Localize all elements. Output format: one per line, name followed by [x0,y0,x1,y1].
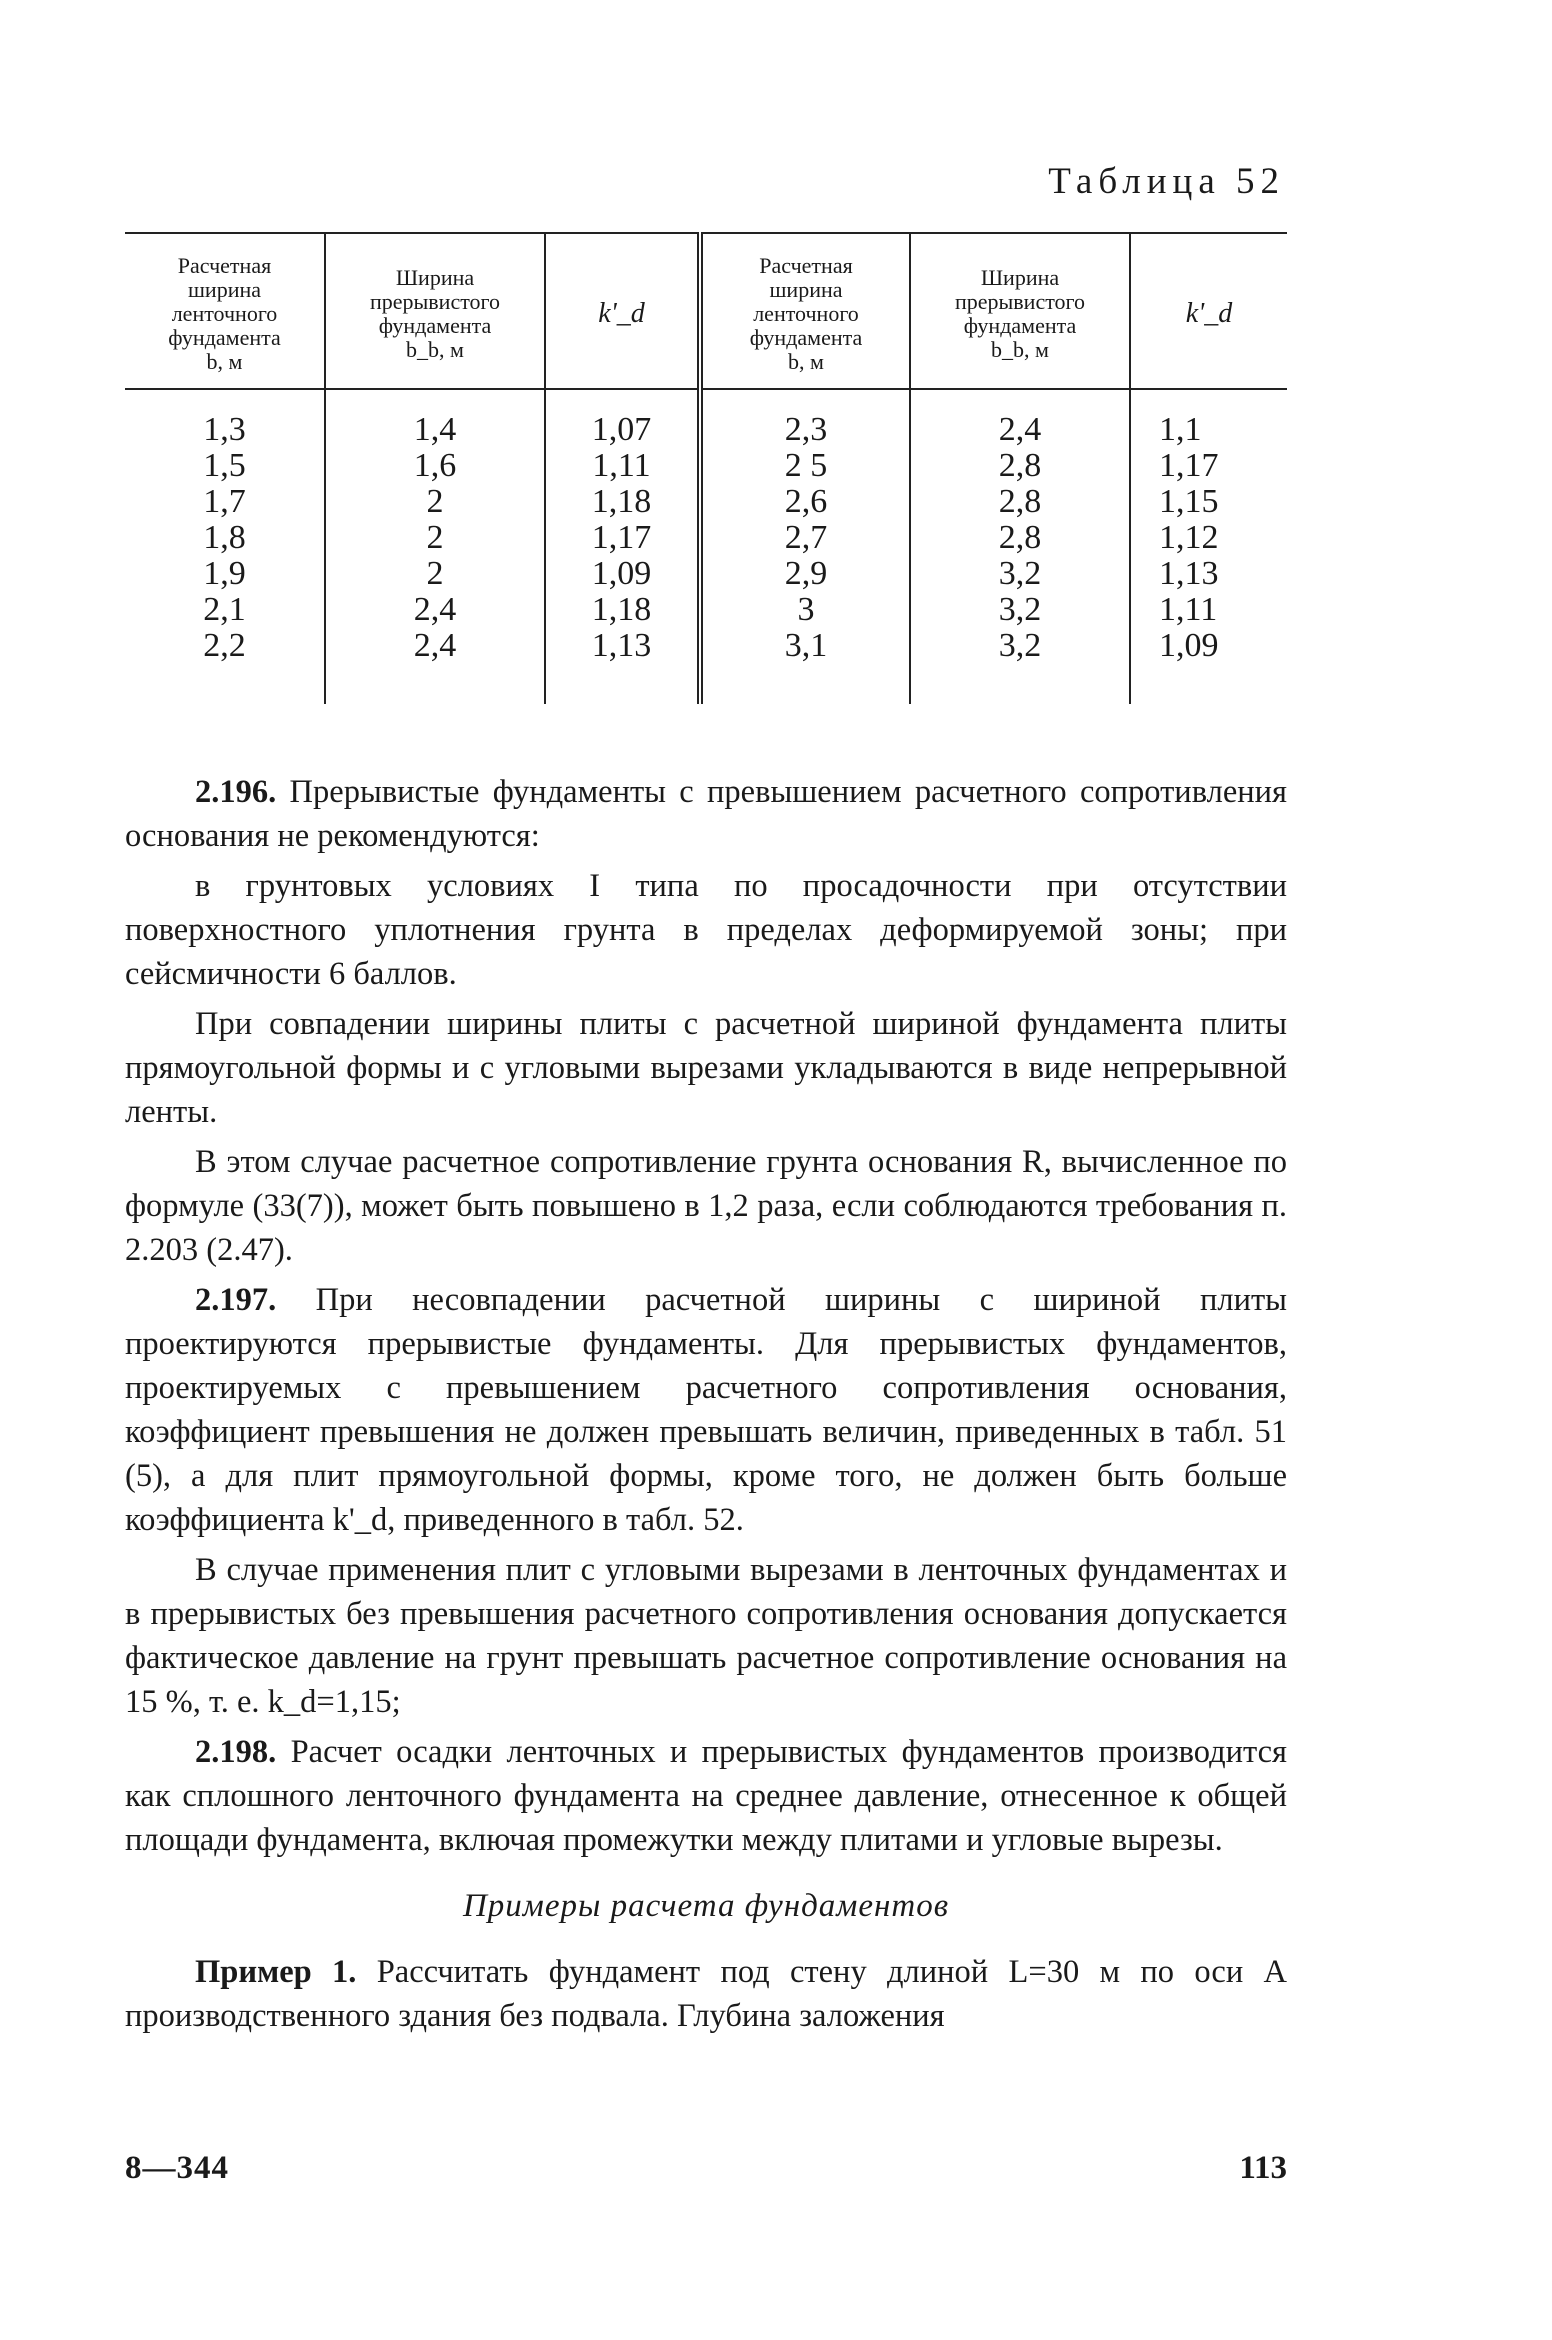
table-column-bb2: 2,4 2,8 2,8 2,8 3,2 3,2 3,2 [910,389,1130,704]
paragraph: в грунтовых условиях I типа по просадочности при отсутствии поверхностного уплотнения грунта в пределах деформируемой зоны; при сейсмичности 6 баллов. [125,868,1287,992]
header-cell: k'_d [545,233,700,389]
data-table [125,232,1287,704]
table-header-row [125,233,1287,389]
paragraph-2-197: 2.197. При несовпадении расчетной ширины с шириной плиты проектируются прерывистые фундаменты. Для прерывистых фундаментов, проектируемых с превышением расчетного сопротивления основания, коэффициент превышения не должен превышать величин, приведенных в табл. 51 (5), а для плит прямоугольной формы, кроме того, не должен быть больше коэффициента k'_d, приведенного в табл. 52. [125,1282,1287,1538]
table-column-kd2: 1,1 1,17 1,15 1,12 1,13 1,11 1,09 [1159,411,1219,664]
body-text [125,770,1287,2044]
paragraph: При совпадении ширины плиты с расчетной шириной фундамента плиты прямоугольной формы и с угловыми вырезами укладываются в виде непрерывной ленты. [125,1006,1287,1130]
example-label: Пример 1. [195,1954,357,1990]
table-52 [125,232,1287,704]
section-heading: Примеры расчета фундаментов [462,1888,950,1924]
table-column-bb: 1,4 1,6 2 2 2 2,4 2,4 [325,389,545,704]
clause-number: 2.196. [195,774,277,810]
table-column-b: 1,3 1,5 1,7 1,8 1,9 2,1 2,2 [125,389,325,704]
table-column-b2: 2,3 2 5 2,6 2,7 2,9 3 3,1 [700,389,910,704]
header-cell: Ширина прерывистого фундамента b_b, м [325,233,545,389]
table-body-row [125,389,1287,704]
header-cell: Ширина прерывистого фундамента b_b, м [910,233,1130,389]
header-cell: Расчетная ширина ленточного фундамента b, м [700,233,910,389]
paragraph-2-196: 2.196. Прерывистые фундаменты с превышением расчетного сопротивления основания не рекомендуются: [125,774,1287,854]
page-number: 113 [1239,2150,1287,2186]
signature-mark: 8—344 [125,2150,229,2186]
paragraph-example-1: Пример 1. Рассчитать фундамент под стену длиной L=30 м по оси А производственного здания без подвала. Глубина заложения [125,1954,1288,2034]
table-column-kd: 1,07 1,11 1,18 1,17 1,09 1,18 1,13 [545,389,700,704]
table-caption: Таблица 52 [1048,161,1285,202]
paragraph-2-198: 2.198. Расчет осадки ленточных и прерывистых фундаментов производится как сплошного ленточного фундамента на среднее давление, отнесенное к общей площади фундамента, включая промежутки между плитами и угловые вырезы. [125,1734,1287,1858]
header-cell: k'_d [1185,298,1233,329]
paragraph: В случае применения плит с угловыми вырезами в ленточных фундаментах и в прерывистых без превышения расчетного сопротивления основания допускается фактическое давление на грунт превышать расчетное сопротивление основания на 15 %, т. е. k_d=1,15; [125,1552,1287,1720]
header-cell: Расчетная ширина ленточного фундамента b, м [125,233,325,389]
paragraph: В этом случае расчетное сопротивление грунта основания R, вычисленное по формуле (33(7)), может быть повышено в 1,2 раза, если соблюдаются требования п. 2.203 (2.47). [125,1144,1287,1268]
clause-number: 2.198. [195,1734,277,1770]
clause-number: 2.197. [195,1282,277,1318]
